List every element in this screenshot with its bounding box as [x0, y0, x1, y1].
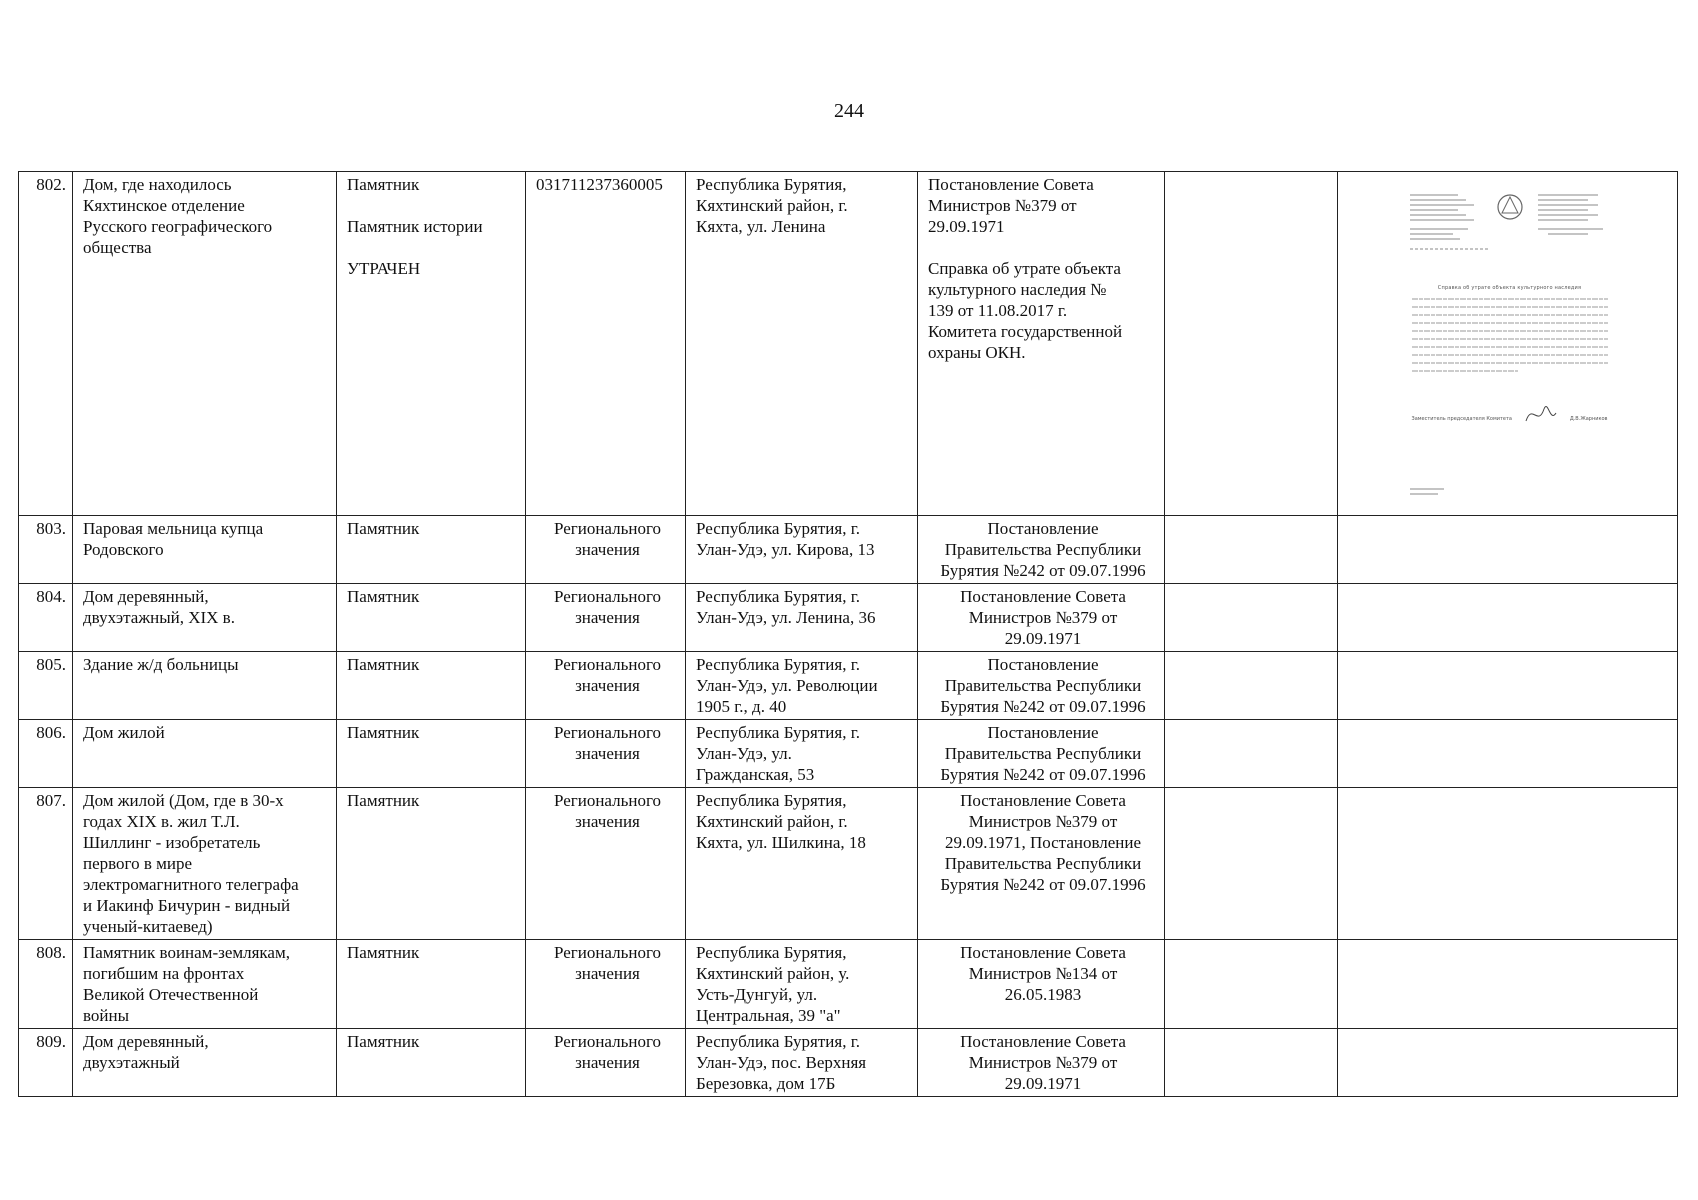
scan-signer-name: Д.В.Жарников: [1569, 416, 1608, 422]
legal-document-line: Постановление: [987, 519, 1099, 538]
object-name-line: Дом деревянный,: [83, 1032, 209, 1051]
object-name-line: двухэтажный, XIX в.: [83, 608, 235, 627]
object-name-line: Великой Отечественной: [83, 985, 259, 1004]
legal-document-line: Правительства Республики: [944, 744, 1142, 763]
legal-document-line: Бурятия №242 от 09.07.1996: [940, 765, 1146, 784]
object-address: [686, 720, 918, 788]
row-number-line: 802.: [36, 175, 66, 194]
object-name-line: Шиллинг - изобретатель: [83, 833, 261, 852]
object-address: [686, 652, 918, 720]
significance-line: Регионального: [553, 1032, 662, 1051]
legal-document-line: 29.09.1971: [928, 217, 1005, 236]
legal-document-line: 139 от 11.08.2017 г.: [928, 301, 1068, 320]
legal-document: [918, 788, 1165, 940]
significance-line: значения: [575, 964, 640, 983]
legal-document-line: Министров №379 от: [968, 812, 1118, 831]
legal-document: [918, 584, 1165, 652]
significance: [526, 940, 686, 1029]
object-address-line: Березовка, дом 17Б: [696, 1074, 836, 1093]
document-scan-cell: [1338, 788, 1678, 940]
object-type-line: Памятник: [347, 943, 420, 962]
scanned-document-image: [1398, 177, 1622, 509]
legal-document: [918, 720, 1165, 788]
legal-document: [918, 172, 1165, 516]
legal-document-line: Министров №379 от: [928, 196, 1077, 215]
page-number: 244: [834, 100, 864, 122]
object-name-line: Кяхтинское отделение: [83, 196, 245, 215]
object-name-line: Здание ж/д больницы: [83, 655, 239, 674]
object-type: [337, 940, 526, 1029]
object-address-line: Республика Бурятия, г.: [696, 655, 861, 674]
registry-body: [19, 172, 1678, 1097]
object-address-line: Улан-Удэ, ул. Кирова, 13: [696, 540, 875, 559]
object-type-line: [347, 237, 519, 258]
object-address: [686, 172, 918, 516]
row-number: [19, 720, 73, 788]
object-address-line: Кяхтинский район, г.: [696, 196, 848, 215]
significance: [526, 516, 686, 584]
significance-line: значения: [575, 812, 640, 831]
row-number: [19, 1029, 73, 1097]
object-name-line: Памятник воинам-землякам,: [83, 943, 290, 962]
legal-document-line: Бурятия №242 от 09.07.1996: [940, 875, 1146, 894]
object-address-line: Улан-Удэ, ул.: [696, 744, 792, 763]
object-name: [73, 1029, 337, 1097]
legal-document-line: Постановление: [987, 723, 1099, 742]
table-row: [19, 720, 1678, 788]
object-type-line: Памятник: [347, 175, 420, 194]
object-address-line: Республика Бурятия, г.: [696, 519, 861, 538]
object-name: [73, 584, 337, 652]
table-row: [19, 584, 1678, 652]
object-name-line: общества: [83, 238, 152, 257]
object-name-line: погибшим на фронтах: [83, 964, 245, 983]
object-type: [337, 1029, 526, 1097]
row-number: [19, 172, 73, 516]
object-address: [686, 584, 918, 652]
significance-line: Регионального: [553, 587, 662, 606]
row-number-line: 806.: [36, 723, 66, 742]
table-row: [19, 652, 1678, 720]
legal-document-line: [928, 237, 1158, 258]
legal-document-line: Постановление Совета: [960, 791, 1126, 810]
significance-line: значения: [575, 744, 640, 763]
table-row: [19, 172, 1678, 516]
legal-document-line: Министров №379 от: [968, 608, 1118, 627]
row-number-line: 807.: [36, 791, 66, 810]
table-row: [19, 940, 1678, 1029]
legal-document-line: 26.05.1983: [1004, 985, 1082, 1004]
object-address-line: Республика Бурятия,: [696, 943, 847, 962]
object-type-line: Памятник: [347, 1032, 420, 1051]
object-type: [337, 516, 526, 584]
object-name: [73, 652, 337, 720]
significance-line: значения: [575, 540, 640, 559]
object-address-line: Кяхта, ул. Шилкина, 18: [696, 833, 866, 852]
row-number: [19, 584, 73, 652]
legal-document-line: 29.09.1971: [1004, 629, 1082, 648]
legal-document-line: Министров №379 от: [968, 1053, 1118, 1072]
legal-document: [918, 1029, 1165, 1097]
significance: [526, 788, 686, 940]
significance: [526, 720, 686, 788]
object-type-line: Памятник: [347, 791, 420, 810]
legal-document-line: Правительства Республики: [944, 854, 1142, 873]
object-type-line: Памятник: [347, 723, 420, 742]
object-name: [73, 788, 337, 940]
object-type-line: Памятник: [347, 655, 420, 674]
object-address-line: Кяхтинский район, у.: [696, 964, 850, 983]
object-name-line: Дом жилой: [83, 723, 165, 742]
row-number-line: 809.: [36, 1032, 66, 1051]
object-address-line: Республика Бурятия, г.: [696, 1032, 861, 1051]
object-name: [73, 516, 337, 584]
significance: [526, 584, 686, 652]
object-name: [73, 172, 337, 516]
object-name-line: ученый-китаевед): [83, 917, 213, 936]
legal-document-line: Справка об утрате объекта: [928, 259, 1121, 278]
row-number: [19, 940, 73, 1029]
object-name-line: Дом, где находилось: [83, 175, 232, 194]
object-address: [686, 516, 918, 584]
table-row: [19, 1029, 1678, 1097]
document-scan-cell: [1338, 652, 1678, 720]
significance-line: Регионального: [553, 943, 662, 962]
significance-line: Регионального: [553, 519, 662, 538]
legal-document-line: культурного наследия №: [928, 280, 1107, 299]
row-number: [19, 516, 73, 584]
registry-code-line: 031711237360005: [536, 175, 663, 194]
scan-signer-role: Заместитель председателя Комитета: [1411, 416, 1512, 422]
object-address: [686, 788, 918, 940]
legal-document-line: 29.09.1971, Постановление: [944, 833, 1142, 852]
object-address-line: Кяхта, ул. Ленина: [696, 217, 826, 236]
row-number-line: 808.: [36, 943, 66, 962]
object-address: [686, 940, 918, 1029]
object-address-line: Кяхтинский район, г.: [696, 812, 848, 831]
empty-column: [1165, 172, 1338, 516]
table-row: [19, 788, 1678, 940]
scan-title: Справка об утрате объекта культурного наследия: [1437, 285, 1582, 291]
object-type: [337, 720, 526, 788]
row-number-line: 803.: [36, 519, 66, 538]
document-scan-cell: [1338, 172, 1678, 516]
object-type: [337, 584, 526, 652]
object-address-line: Республика Бурятия,: [696, 791, 847, 810]
row-number: [19, 652, 73, 720]
object-type: [337, 652, 526, 720]
legal-document-line: Комитета государственной: [928, 322, 1123, 341]
legal-document-line: Постановление: [987, 655, 1099, 674]
significance-line: значения: [575, 1053, 640, 1072]
object-address-line: 1905 г., д. 40: [696, 697, 787, 716]
object-name-line: Дом деревянный,: [83, 587, 209, 606]
object-address-line: Республика Бурятия, г.: [696, 587, 861, 606]
legal-document: [918, 652, 1165, 720]
document-scan-cell: [1338, 940, 1678, 1029]
row-number-line: 804.: [36, 587, 66, 606]
object-type-line: Памятник: [347, 519, 420, 538]
empty-column: [1165, 584, 1338, 652]
legal-document-line: Постановление Совета: [928, 175, 1094, 194]
object-type-line: Памятник истории: [347, 217, 483, 236]
table-row: [19, 516, 1678, 584]
object-name-line: Русского географического: [83, 217, 273, 236]
document-scan-cell: [1338, 1029, 1678, 1097]
legal-document: [918, 940, 1165, 1029]
legal-document-line: Постановление Совета: [960, 1032, 1126, 1051]
significance-line: Регионального: [553, 723, 662, 742]
document-scan-cell: [1338, 584, 1678, 652]
object-type-line: [347, 195, 519, 216]
object-type: [337, 788, 526, 940]
legal-document-line: Постановление Совета: [960, 943, 1126, 962]
significance-line: Регионального: [553, 791, 662, 810]
object-type: [337, 172, 526, 516]
legal-document-line: Министров №134 от: [968, 964, 1118, 983]
row-number-line: 805.: [36, 655, 66, 674]
object-address-line: Улан-Удэ, ул. Ленина, 36: [696, 608, 876, 627]
object-name-line: годах XIX в. жил Т.Л.: [83, 812, 240, 831]
document-scan-cell: [1338, 720, 1678, 788]
legal-document-line: 29.09.1971: [1004, 1074, 1082, 1093]
heritage-registry-table: [18, 171, 1678, 1097]
object-address-line: Усть-Дунгуй, ул.: [696, 985, 818, 1004]
legal-document-line: Постановление Совета: [960, 587, 1126, 606]
object-name-line: Дом жилой (Дом, где в 30-х: [83, 791, 284, 810]
significance-line: значения: [575, 676, 640, 695]
object-type-line: Памятник: [347, 587, 420, 606]
object-name-line: Паровая мельница купца: [83, 519, 264, 538]
object-name-line: Родовского: [83, 540, 164, 559]
legal-document-line: охраны ОКН.: [928, 343, 1026, 362]
empty-column: [1165, 788, 1338, 940]
empty-column: [1165, 652, 1338, 720]
legal-document-line: Правительства Республики: [944, 676, 1142, 695]
significance: [526, 1029, 686, 1097]
object-address-line: Республика Бурятия, г.: [696, 723, 861, 742]
registry-code: [526, 172, 686, 516]
significance-line: Регионального: [553, 655, 662, 674]
legal-document-line: Правительства Республики: [944, 540, 1142, 559]
row-number: [19, 788, 73, 940]
object-address-line: Улан-Удэ, пос. Верхняя: [696, 1053, 867, 1072]
significance: [526, 652, 686, 720]
document-scan-cell: [1338, 516, 1678, 584]
empty-column: [1165, 516, 1338, 584]
empty-column: [1165, 1029, 1338, 1097]
object-name: [73, 720, 337, 788]
empty-column: [1165, 940, 1338, 1029]
object-name-line: войны: [83, 1006, 130, 1025]
object-name: [73, 940, 337, 1029]
object-type-line: УТРАЧЕН: [347, 259, 421, 278]
object-address-line: Центральная, 39 "а": [696, 1006, 841, 1025]
significance-line: значения: [575, 608, 640, 627]
object-name-line: двухэтажный: [83, 1053, 180, 1072]
legal-document-line: Бурятия №242 от 09.07.1996: [940, 561, 1146, 580]
object-address-line: Гражданская, 53: [696, 765, 815, 784]
object-address-line: Республика Бурятия,: [696, 175, 847, 194]
object-address: [686, 1029, 918, 1097]
object-address-line: Улан-Удэ, ул. Революции: [696, 676, 878, 695]
object-name-line: и Иакинф Бичурин - видный: [83, 896, 291, 915]
legal-document: [918, 516, 1165, 584]
object-name-line: первого в мире: [83, 854, 193, 873]
legal-document-line: Бурятия №242 от 09.07.1996: [940, 697, 1146, 716]
empty-column: [1165, 720, 1338, 788]
object-name-line: электромагнитного телеграфа: [83, 875, 299, 894]
